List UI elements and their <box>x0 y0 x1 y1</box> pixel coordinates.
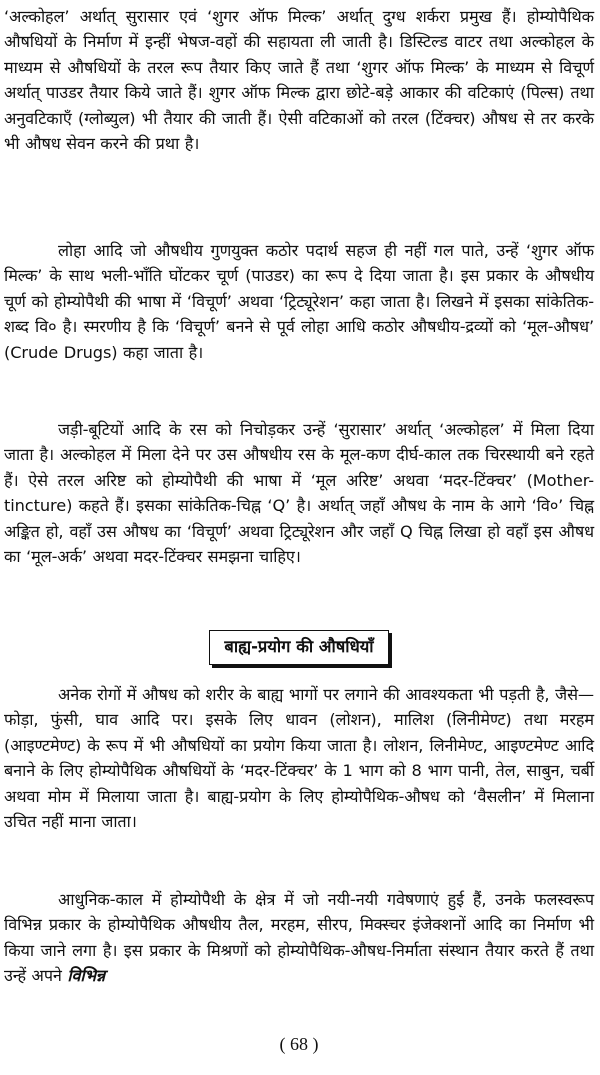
paragraph-trituration: लोहा आदि जो औषधीय गुणयुक्त कठोर पदार्थ सहज ही नहीं गल पाते, उन्हें ‘शुगर ऑफ मिल्क’ के साथ भली-भाँति घोंटकर चूर्ण (पाउडर) का रूप दे दिया जाता है। इस प्रकार के औषधीय चूर्ण को होम्योपैथी की भाषा में ‘विचूर्ण’ अथवा ‘ट्रिट्यूरेशन’ कहा जाता है। लिखने में इसका सांकेतिक-शब्द वि० है। स्मरणीय है कि ‘विचूर्ण’ बनने से पूर्व लोहा आधि कठोर औषधीय-द्रव्यों को ‘मूल-औषध’ (Crude Drugs) कहा जाता है। <box>4 241 594 362</box>
paragraph-alcohol-sugar-of-milk: ‘अल्कोहल’ अर्थात् सुरासार एवं ‘शुगर ऑफ मिल्क’ अर्थात् दुग्ध शर्करा प्रमुख हैं। होम्योपैथिक औषधियों के निर्माण में इन्हीं भेषज-वहों की सहायता ली जाती है। डिस्टिल्ड वाटर तथा अल्कोहल के माध्यम से औषधियों के तरल रूप तैयार किए जाते हैं तथा ‘शुगर ऑफ मिल्क’ के माध्यम से विचूर्ण अर्थात् पाउडर तैयार किये जाते हैं। शुगर ऑफ मिल्क द्वारा छोटे-बड़े आकार की वटिकाएं (पिल्स) तथा अनुवटिकाएँ (ग्लोब्युल) भी तैयार की जाती हैं। ऐसी वटिकाओं को तरल (टिंक्चर) औषध से तर करके भी औषध सेवन करने की प्रथा है। <box>4 7 594 154</box>
paragraph-mother-tincture: जड़ी-बूटियों आदि के रस को निचोड़कर उन्हें ‘सुरासार’ अर्थात् ‘अल्कोहल’ में मिला दिया जाता है। अल्कोहल में मिला देने पर उस औषधीय रस के मूल-कण दीर्घ-काल तक चिरस्थायी बने रहते हैं। ऐसे तरल अरिष्ट को होम्योपैथी की भाषा में ‘मूल अरिष्ट’ अथवा ‘मदर-टिंक्चर’ (Mother-tincture) कहते हैं। इसका सांकेतिक-चिह्न ‘Q’ है। अर्थात् जहाँ औषध के नाम के आगे ‘वि०’ चिह्न अङ्कित हो, वहाँ उस औषध का ‘विचूर्ण’ अथवा ट्रिट्यूरेशन और जहाँ Q चिह्न लिखा हो वहाँ इस औषध का ‘मूल-अर्क’ अथवा मदर-टिंक्चर समझना चाहिए। <box>4 420 594 567</box>
section-heading-external-medicines: बाह्य-प्रयोग की औषधियाँ <box>209 630 388 665</box>
page-number: ( 68 ) <box>279 1034 319 1054</box>
section-heading-wrapper <box>4 630 594 665</box>
paragraph-external-use: अनेक रोगों में औषध को शरीर के बाह्य भागों पर लगाने की आवश्यकता भी पड़ती है, जैसे—फोड़ा, फुंसी, घाव आदि पर। इसके लिए धावन (लोशन), मालिश (लिनीमेण्ट) तथा मरहम (आइण्टमेण्ट) के रूप में भी औषधियों का प्रयोग किया जाता है। लोशन, लिनीमेण्ट, आइण्टमेण्ट आदि बनाने के लिए होम्योपैथिक औषधियों के ‘मदर-टिंक्चर’ के 1 भाग को 8 भाग पानी, तेल, साबुन, चर्बी अथवा मोम में मिलाया जाता है। बाह्य-प्रयोग के लिए होम्योपैथिक-औषध को ‘वैसलीन’ में मिलाना उचित नहीं माना जाता। <box>4 685 594 832</box>
paragraph-modern-preparations-text: आधुनिक-काल में होम्योपैथी के क्षेत्र में जो नयी-नयी गवेषणाएं हुई हैं, उनके फलस्वरूप विभिन्न प्रकार के होम्योपैथिक औषधीय तैल, मरहम, सीरप, मिक्स्चर इंजेक्शनों आदि का निर्माण भी किया जाने लगा है। इस प्रकार के मिश्रणों को होम्योपैथिक-औषध-निर्माता संस्थान तैयार करते हैं तथा उन्हें अपने <box>4 890 594 986</box>
book-page <box>4 4 594 1071</box>
paragraph-last-word: विभिन्न <box>67 966 106 986</box>
paragraph-modern-preparations <box>4 887 594 989</box>
